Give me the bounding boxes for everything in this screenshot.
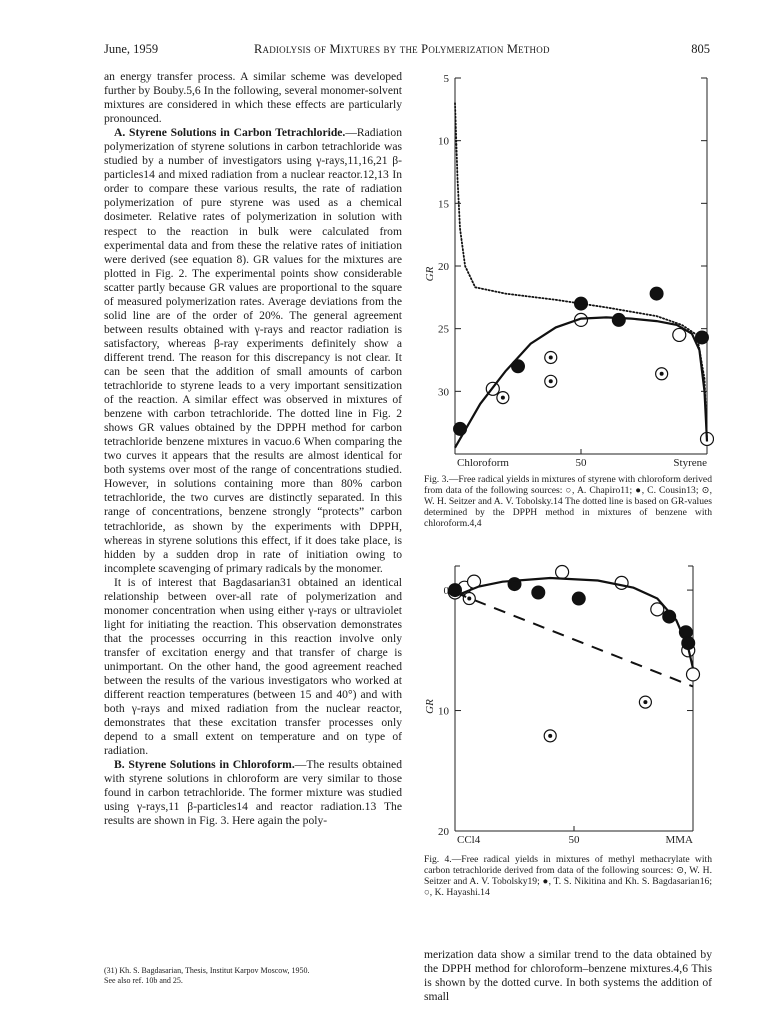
y-tick-label: 10 <box>438 135 449 148</box>
section-a-body: —Radiation polymerization of styrene solutions in carbon tetrachloride was studied by a number of investigators using γ-rays,11,16,21 β-particles14 and mixed radiation from a nuclear reactor.12,13 In order to compare these various results, the rate of radiation polymerization of pure styrene was used as a chemical dosimeter. Relative rates of polymerization in solution with respect to the reaction in bulk were calculated from experimental data and from these the relative rates of initiation were derived (see equation 8). GR values for the mixtures are plotted in Fig. 2. The experimental points show considerable scatter partly because GR values are proportional to the square of measured polymerization rates. Average deviations from the solid line are of the order of 20%. The general agreement between results obtained with γ-rays and reactor radiation is satisfactory, whereas β-ray experiments definitely show a different trend. The reason for this discrepancy is not clear. It can be seen that the addition of small amounts of carbon tetrachloride to styrene leads to a very important sensitization of the reaction. A similar effect was observed in mixtures of benzene with carbon tetrachloride. The dotted line in Fig. 2 shows GR values obtained by the DPPH method for carbon tetrachloride benzene mixtures in vacuo.6 When comparing the two curves it appears that the results are almost identical for both systems over most of the range of concentrations studied. However, in solutions containing more than 80% carbon tetrachloride, the two curves are distinctly separated. In this range of concentrations, benzene strongly “protects” carbon tetrachloride, as shown by the experiments with DPPH, whereas in styrene solutions this effect, if it does take place, is hidden by a sudden drop in rate of initiation owing to incomplete scavenging of primary radicals by the monomer. <box>104 126 402 575</box>
open-circle-point <box>673 328 686 341</box>
paragraph-intro: an energy transfer process. A similar scheme was developed further by Bouby.5,6 In the following, several monomer-solvent mixtures are considered in which these effects are particularly pronounced. <box>104 70 402 126</box>
filled-circle-point <box>532 586 545 599</box>
y-tick-label: 20 <box>438 826 449 838</box>
open-circle-point <box>556 566 569 579</box>
filled-circle-point <box>650 287 663 300</box>
section-b <box>104 758 402 828</box>
y-tick-label: 10 <box>438 705 449 718</box>
footnote-line-2: See also ref. 10b and 25. <box>104 976 183 985</box>
figure-3-caption: Fig. 3.—Free radical yields in mixtures of styrene with chloroform derived from data of the following sources: ○, A. Chapiro11; ●, C. Cousin13; ⊙, W. H. Seitzer and A. V. Tobolsky.14 The dotted line is based on GR-values determined by the DPPH method in mixtures of benzene with chloroform.4,4 <box>424 474 712 529</box>
header-title: Radiolysis of Mixtures by the Polymerization Method <box>254 42 550 56</box>
y-axis-label: GR <box>424 699 436 714</box>
filled-circle-point <box>612 313 625 326</box>
y-tick-label: 5 <box>443 73 449 85</box>
solid-curve-line <box>455 578 693 668</box>
dotted-circle-center <box>549 379 553 383</box>
section-a-heading: A. Styrene Solutions in Carbon Tetrachloride. <box>114 126 346 140</box>
dotted-circle-center <box>643 700 647 704</box>
footnote-line-1: (31) Kh. S. Bagdasarian, Thesis, Institut Karpov Moscow, 1950. <box>104 966 310 975</box>
filled-circle-point <box>572 592 585 605</box>
open-circle-point <box>615 576 628 589</box>
x-label-mid: 50 <box>575 457 587 469</box>
y-tick-label: 15 <box>438 198 449 211</box>
footnote <box>104 966 402 986</box>
section-b-heading: B. Styrene Solutions in Chloroform. <box>114 758 295 772</box>
x-label-left: Chloroform <box>457 457 509 469</box>
dotted-circle-center <box>501 396 505 400</box>
y-axis-label: GR <box>424 266 436 282</box>
y-tick-label: 20 <box>438 261 449 273</box>
header-date: June, 1959 <box>104 42 159 56</box>
right-column-text: merization data show a similar trend to the data obtained by the DPPH method for chloroform–benzene mixtures.4,6 This is shown by the dotted curve. In both systems the addition of small <box>424 948 712 1004</box>
figure-4-caption: Fig. 4.—Free radical yields in mixtures of methyl methacrylate with carbon tetrachloride derived from data of the following sources: ⊙, W. H. Seitzer and A. V. Tobolsky19; ●, T. S. Nikitina and Kh. S. Bagdasarian16; ○, K. Hayashi.14 <box>424 854 712 898</box>
section-b-body: —The results obtained with styrene solutions in chloroform are very similar to those found in carbon tetrachloride. The former mixture was studied using γ-rays,11 β-particles14 and reactor radiation.13 The results are shown in Fig. 3. Here again the poly- <box>104 758 403 828</box>
dotted-circle-center <box>548 734 552 738</box>
running-header <box>104 42 710 58</box>
paragraph-bagdasarian: It is of interest that Bagdasarian31 obtained an identical relationship between over-all rate of polymerization and monomer concentration when using either γ-rays or ultraviolet light for initiating the reaction. This observation demonstrates that the processes occurring in this reaction involve only transfer of excitation energy and that transfer of charge is unimportant. On the other hand, the good agreement reached between the results of the various investigators who worked at different reaction temperatures (between 15 and 40°) and with both γ-rays and mixed radiation from the nuclear reactor, demonstrates that these excitation transfer processes only depend to a small extent on temperature and on type of radiation. <box>104 575 402 758</box>
dotted-circle-center <box>549 355 553 359</box>
x-label-left: CCl4 <box>457 834 481 846</box>
y-tick-label: 0 <box>443 585 449 598</box>
dotted-circle-center <box>467 597 471 601</box>
header-page-number: 805 <box>691 42 710 56</box>
figure-3-chart <box>412 64 714 479</box>
y-tick-label: 25 <box>438 323 449 336</box>
x-label-right: MMA <box>665 834 693 846</box>
section-a <box>104 126 402 576</box>
open-circle-point <box>687 668 700 681</box>
y-tick-label: 30 <box>438 386 449 399</box>
x-label-right: Styrene <box>673 457 707 469</box>
left-column <box>104 70 402 829</box>
figure-4-chart <box>412 558 714 854</box>
dotted-circle-center <box>660 372 664 376</box>
x-label-mid: 50 <box>568 834 580 846</box>
